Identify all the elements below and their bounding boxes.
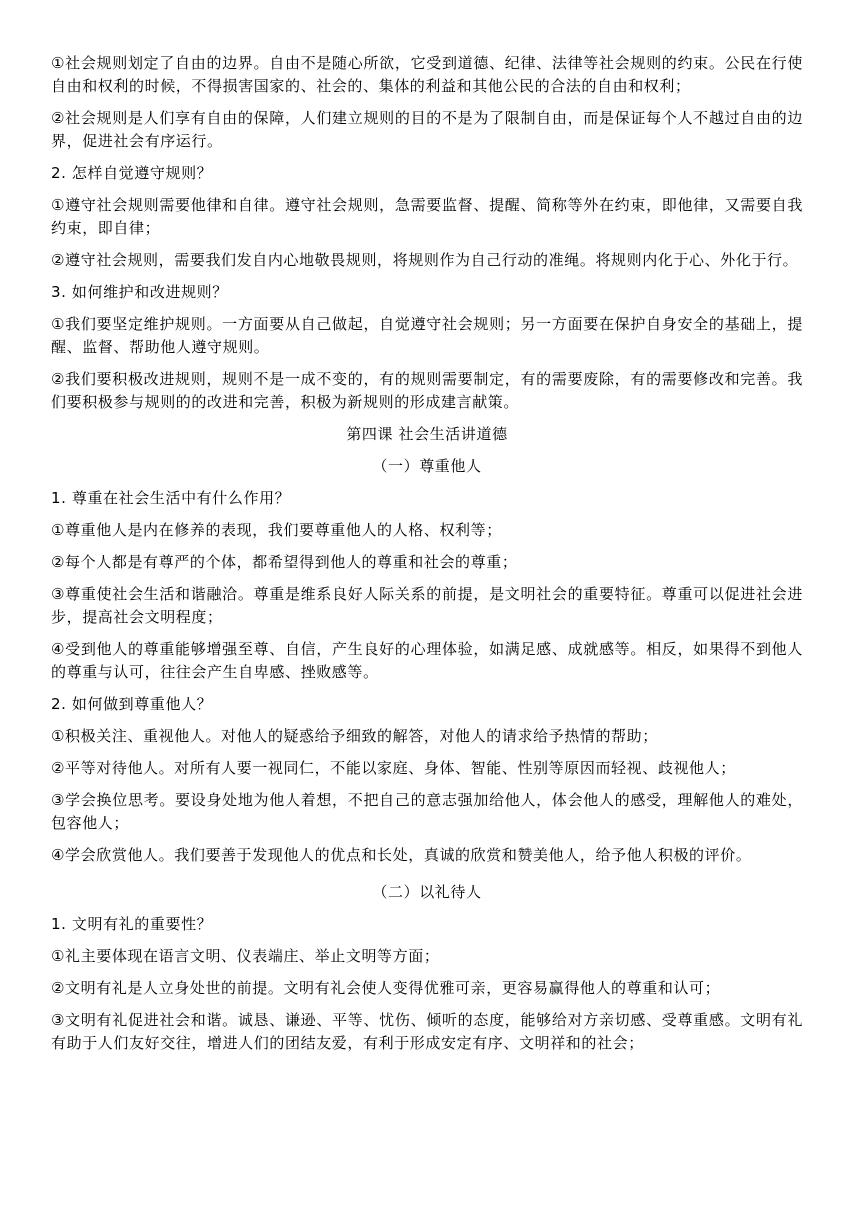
- paragraph-heteronomy-autonomy: ①遵守社会规则需要他律和自律。遵守社会规则，急需要监督、提醒、简称等外在约束，即他律，又需要自我约束，即自律；: [51, 196, 803, 237]
- question-heading-observe-rules: 2. 怎样自觉遵守规则？: [51, 164, 213, 182]
- paragraph-how-respect-3: ③学会换位思考。要设身处地为他人着想，不把自己的意志强加给他人，体会他人的感受，理解他人的难处，包容他人；: [51, 791, 803, 832]
- paragraph-how-respect-4: ④学会欣赏他人。我们要善于发现他人的优点和长处，真诚的欣赏和赞美他人，给予他人积极的评价。: [51, 846, 752, 864]
- paragraph-maintain-rules: ①我们要坚定维护规则。一方面要从自己做起，自觉遵守社会规则；另一方面要在保护自身安全的基础上，提醒、监督、帮助他人遵守规则。: [51, 315, 803, 356]
- lesson-title: 第四课 社会生活讲道德: [346, 425, 508, 443]
- paragraph-courtesy-2: ②文明有礼是人立身处世的前提。文明有礼会使人变得优雅可亲，更容易赢得他人的尊重和认可；: [51, 979, 721, 997]
- section-title-courtesy: （二）以礼待人: [372, 883, 482, 901]
- question-heading-courtesy-importance: 1. 文明有礼的重要性？: [51, 915, 213, 933]
- paragraph-respect-4: ④受到他人的尊重能够增强至尊、自信，产生良好的心理体验，如满足感、成就感等。相反，如果得不到他人的尊重与认可，往往会产生自卑感、挫败感等。: [51, 640, 803, 681]
- paragraph-revere-rules: ②遵守社会规则，需要我们发自内心地敬畏规则，将规则作为自己行动的准绳。将规则内化于心、外化于行。: [51, 251, 799, 269]
- paragraph-freedom-boundary: ①社会规则划定了自由的边界。自由不是随心所欲，它受到道德、纪律、法律等社会规则的约束。公民在行使自由和权利的时候，不得损害国家的、社会的、集体的利益和其他公民的合法的自由和权利；: [51, 54, 803, 95]
- paragraph-how-respect-1: ①积极关注、重视他人。对他人的疑惑给予细致的解答，对他人的请求给予热情的帮助；: [51, 727, 658, 745]
- paragraph-freedom-guarantee: ②社会规则是人们享有自由的保障，人们建立规则的目的不是为了限制自由，而是保证每个人不越过自由的边界，促进社会有序运行。: [51, 109, 803, 150]
- paragraph-respect-2: ②每个人都是有尊严的个体，都希望得到他人的尊重和社会的尊重；: [51, 553, 518, 571]
- question-heading-maintain-rules: 3. 如何维护和改进规则？: [51, 283, 228, 301]
- paragraph-improve-rules: ②我们要积极改进规则，规则不是一成不变的，有的规则需要制定，有的需要废除，有的需要修改和完善。我们要积极参与规则的的改进和完善，积极为新规则的形成建言献策。: [51, 370, 803, 411]
- question-heading-how-respect: 2. 如何做到尊重他人？: [51, 695, 213, 713]
- paragraph-courtesy-1: ①礼主要体现在语言文明、仪表端庄、举止文明等方面；: [51, 947, 440, 965]
- section-title-respect: （一）尊重他人: [372, 457, 482, 475]
- question-heading-respect-role: 1. 尊重在社会生活中有什么作用？: [51, 489, 291, 507]
- paragraph-how-respect-2: ②平等对待他人。对所有人要一视同仁，不能以家庭、身体、智能、性别等原因而轻视、歧视他人；: [51, 759, 736, 777]
- paragraph-courtesy-3: ③文明有礼促进社会和谐。诚恳、谦逊、平等、忧伤、倾听的态度，能够给对方亲切感、受尊重感。文明有礼有助于人们友好交往，增进人们的团结友爱，有利于形成安定有序、文明祥和的社会；: [51, 1011, 803, 1052]
- document-page: [51, 52, 803, 1064]
- paragraph-respect-1: ①尊重他人是内在修养的表现，我们要尊重他人的人格、权利等；: [51, 521, 502, 539]
- paragraph-respect-3: ③尊重使社会生活和谐融洽。尊重是维系良好人际关系的前提，是文明社会的重要特征。尊重可以促进社会进步，提高社会文明程度；: [51, 585, 803, 626]
